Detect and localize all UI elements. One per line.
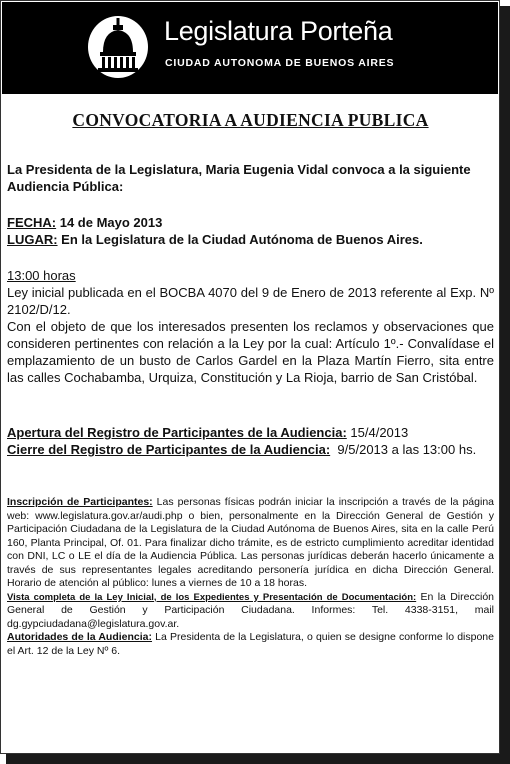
cierre-label: Cierre del Registro de Participantes de la Audiencia: [7, 442, 331, 457]
autoridades-paragraph [7, 631, 494, 658]
lugar-value: En la Legislatura de la Ciudad Autónoma de Buenos Aires. [61, 232, 423, 247]
frame-shadow-right [499, 6, 510, 764]
apertura-line [7, 424, 494, 441]
fecha-line [7, 214, 494, 231]
intro-paragraph: La Presidenta de la Legislatura, Maria Eugenia Vidal convoca a la siguiente Audiencia Pública: [7, 162, 471, 194]
frame-shadow-bottom [6, 753, 510, 764]
logo-subtitle: CIUDAD AUTONOMA DE BUENOS AIRES [165, 57, 395, 69]
legislature-dome-icon [87, 14, 149, 78]
notice-content [7, 101, 494, 658]
vista-label: Vista completa de la Ley Inicial, de los Expedientes y Presentación de Documentación: [7, 591, 417, 603]
fecha-label: FECHA: [7, 215, 57, 230]
lugar-label: LUGAR: [7, 232, 58, 247]
apertura-label: Apertura del Registro de Participantes de la Audiencia: [7, 425, 347, 440]
autoridades-label: Autoridades de la Audiencia: [7, 631, 153, 643]
lugar-line [7, 231, 494, 248]
inscripcion-paragraph [7, 496, 494, 591]
cierre-value: 9/5/2013 a las 13:00 hs. [337, 442, 477, 457]
autoridades-text: La Presidenta de la Legislatura, o quien se designe conforme lo dispone el Art. 12 de la Ley Nº 6. [7, 631, 494, 657]
logo-title: Legislatura Porteña [164, 16, 393, 46]
objeto-paragraph: Con el objeto de que los interesados presenten los reclamos y observaciones que consideren pertinentes con relación a la Ley por la cual: Artículo 1º.- Convalídase el emplazamiento de un busto de Carlos Gardel en la Plaza Martín Fierro, sita entre las calles Cochabamba, Urquiza, Constitución y La Rioja, barrio de San Cristóbal. [7, 319, 494, 385]
inscripcion-text: Las personas físicas podrán iniciar la inscripción a través de la página web: www.legislatura.gov.ar/audi.php o bien, personalmente en la Dirección General de Gestión y Participación Ciudadana de la Legislatura de la Ciudad Autónoma de Buenos Aires, sita en la calle Perú 160, Planta Principal, Of. 01. Para finalizar dicho trámite, es de estricto cumplimiento acreditar identidad con DNI, LC o LE el día de la Audiencia Pública. Las personas jurídicas deberán hacerlo únicamente a través de sus representantes legales acreditando personería jurídica en dicha Dirección General. Horario de atención al público: lunes a viernes de 10 a 18 horas. [7, 496, 494, 589]
notice-title: CONVOCATORIA A AUDIENCIA PUBLICA [72, 110, 429, 130]
inscripcion-label: Inscripción de Participantes: [7, 496, 153, 508]
ley-paragraph: Ley inicial publicada en el BOCBA 4070 del 9 de Enero de 2013 referente al Exp. Nº 2102/D/12. [7, 285, 494, 317]
vista-paragraph [7, 591, 494, 632]
apertura-value: 15/4/2013 [350, 425, 409, 440]
header-banner [2, 2, 498, 94]
fecha-value: 14 de Mayo 2013 [59, 215, 163, 230]
vista-text: En la Dirección General de Gestión y Participación Ciudadana. Informes: Tel. 4338-3151, mail dg.gypciudadana@legislatura.gov.ar. [7, 590, 494, 630]
hora-line: 13:00 horas [7, 268, 76, 283]
cierre-line [7, 441, 494, 458]
